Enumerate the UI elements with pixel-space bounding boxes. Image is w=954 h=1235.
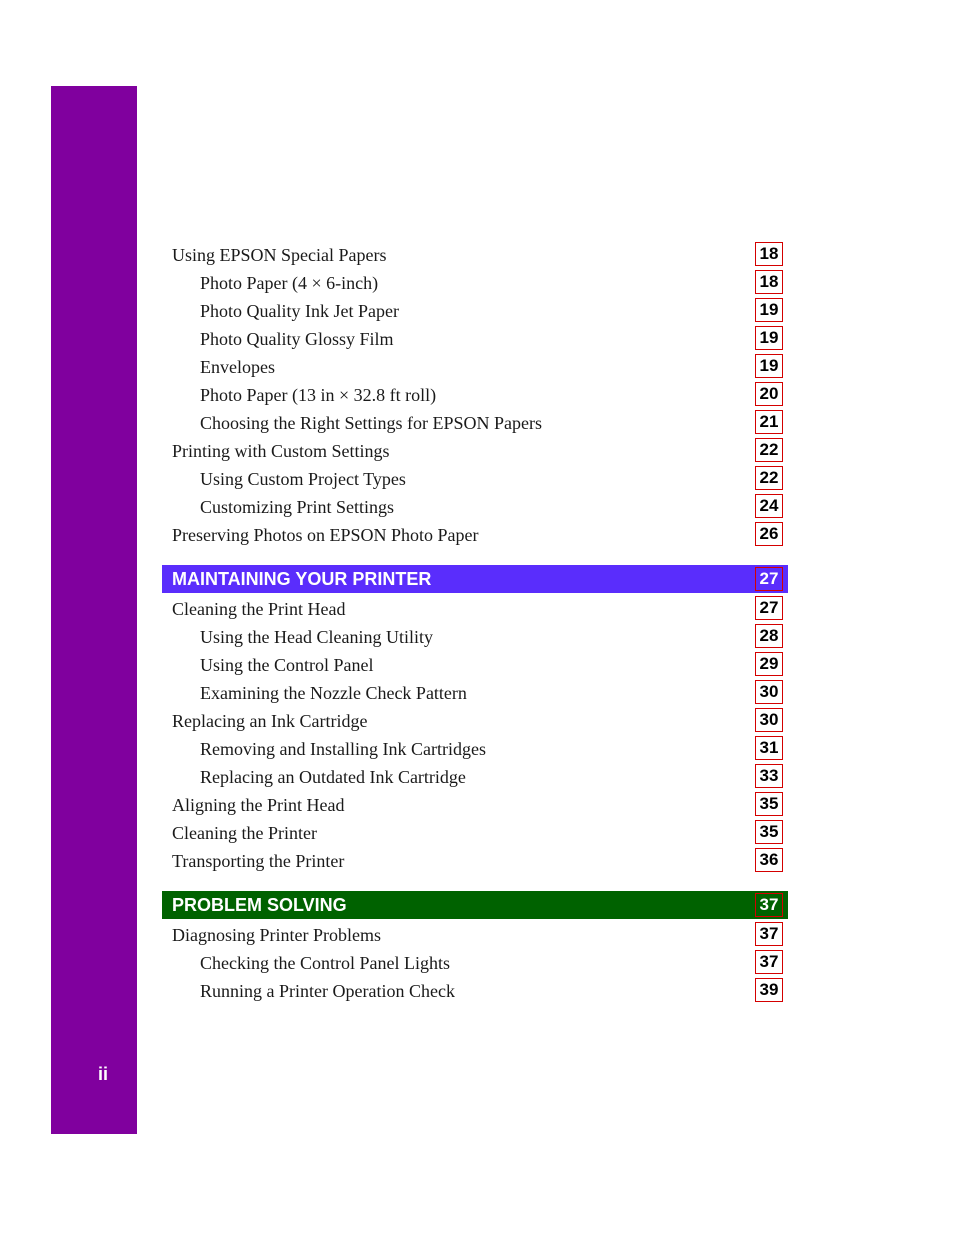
page-link[interactable]: 20 [755, 382, 783, 406]
toc-entry[interactable] [162, 353, 788, 381]
toc-entry-title[interactable]: Checking the Control Panel Lights [200, 953, 450, 973]
page-link[interactable]: 35 [755, 792, 783, 816]
toc-group-papers [162, 241, 788, 549]
toc-entry-title[interactable]: Aligning the Print Head [172, 795, 345, 815]
toc-entry-title[interactable]: Transporting the Printer [172, 851, 345, 871]
page-link[interactable]: 30 [755, 708, 783, 732]
page-link[interactable]: 24 [755, 494, 783, 518]
toc-entry-title[interactable]: Printing with Custom Settings [172, 441, 390, 461]
toc-entry[interactable] [162, 735, 788, 763]
page-link[interactable]: 18 [755, 242, 783, 266]
toc-entry[interactable] [162, 521, 788, 549]
toc-entry-title[interactable]: Photo Quality Ink Jet Paper [200, 301, 399, 321]
toc-entry-title[interactable]: Replacing an Ink Cartridge [172, 711, 368, 731]
toc-entry[interactable] [162, 325, 788, 353]
page-link[interactable]: 19 [755, 354, 783, 378]
toc-group-maintaining [162, 595, 788, 875]
page-link[interactable]: 31 [755, 736, 783, 760]
toc-entry[interactable] [162, 921, 788, 949]
toc-entry-title[interactable]: Diagnosing Printer Problems [172, 925, 381, 945]
toc-entry[interactable] [162, 437, 788, 465]
toc-entry[interactable] [162, 465, 788, 493]
page-link[interactable]: 27 [755, 567, 783, 591]
toc-entry-title[interactable]: Photo Paper (13 in × 32.8 ft roll) [200, 385, 437, 405]
section-title: MAINTAINING YOUR PRINTER [172, 569, 432, 589]
toc-entry-title[interactable]: Using the Head Cleaning Utility [200, 627, 433, 647]
toc-entry-title[interactable]: Envelopes [200, 357, 275, 377]
toc-entry[interactable] [162, 409, 788, 437]
toc-entry[interactable] [162, 241, 788, 269]
page-link[interactable]: 33 [755, 764, 783, 788]
toc-entry[interactable] [162, 381, 788, 409]
toc-entry-title[interactable]: Replacing an Outdated Ink Cartridge [200, 767, 466, 787]
toc-entry[interactable] [162, 977, 788, 1005]
toc-entry[interactable] [162, 791, 788, 819]
toc-entry[interactable] [162, 493, 788, 521]
page-link[interactable]: 22 [755, 466, 783, 490]
section-title: PROBLEM SOLVING [172, 895, 347, 915]
section-header-maintaining[interactable] [162, 565, 788, 593]
page-link[interactable]: 21 [755, 410, 783, 434]
page-link[interactable]: 37 [755, 922, 783, 946]
toc-entry-title[interactable]: Cleaning the Print Head [172, 599, 346, 619]
page-link[interactable]: 26 [755, 522, 783, 546]
toc-entry[interactable] [162, 679, 788, 707]
toc-entry[interactable] [162, 949, 788, 977]
toc-entry-title[interactable]: Preserving Photos on EPSON Photo Paper [172, 525, 479, 545]
toc-entry-title[interactable]: Photo Paper (4 × 6-inch) [200, 273, 379, 293]
section-gap [162, 875, 788, 891]
toc-entry[interactable] [162, 763, 788, 791]
section-gap [162, 549, 788, 565]
toc-entry[interactable] [162, 595, 788, 623]
table-of-contents [162, 241, 788, 1005]
sidebar-bar [51, 86, 137, 1134]
page-link[interactable]: 35 [755, 820, 783, 844]
toc-entry[interactable] [162, 269, 788, 297]
toc-entry-title[interactable]: Using Custom Project Types [200, 469, 406, 489]
page-link[interactable]: 37 [755, 950, 783, 974]
toc-entry[interactable] [162, 297, 788, 325]
toc-entry-title[interactable]: Running a Printer Operation Check [200, 981, 455, 1001]
page-link[interactable]: 39 [755, 978, 783, 1002]
toc-entry-title[interactable]: Cleaning the Printer [172, 823, 317, 843]
page-link[interactable]: 18 [755, 270, 783, 294]
page-link[interactable]: 22 [755, 438, 783, 462]
page-number: ii [98, 1064, 109, 1084]
page-link[interactable]: 19 [755, 326, 783, 350]
toc-entry-title[interactable]: Using the Control Panel [200, 655, 374, 675]
toc-entry[interactable] [162, 847, 788, 875]
section-header-problem-solving[interactable] [162, 891, 788, 919]
toc-group-problem-solving [162, 921, 788, 1005]
page-link[interactable]: 30 [755, 680, 783, 704]
page-link[interactable]: 37 [755, 893, 783, 917]
toc-entry[interactable] [162, 651, 788, 679]
toc-entry-title[interactable]: Customizing Print Settings [200, 497, 395, 517]
toc-entry-title[interactable]: Removing and Installing Ink Cartridges [200, 739, 486, 759]
toc-entry-title[interactable]: Photo Quality Glossy Film [200, 329, 394, 349]
toc-entry-title[interactable]: Choosing the Right Settings for EPSON Papers [200, 413, 543, 433]
page-link[interactable]: 27 [755, 596, 783, 620]
page-link[interactable]: 19 [755, 298, 783, 322]
page-link[interactable]: 29 [755, 652, 783, 676]
toc-entry[interactable] [162, 819, 788, 847]
toc-entry-title[interactable]: Examining the Nozzle Check Pattern [200, 683, 467, 703]
toc-entry[interactable] [162, 623, 788, 651]
toc-entry[interactable] [162, 707, 788, 735]
toc-entry-title[interactable]: Using EPSON Special Papers [172, 245, 387, 265]
page-link[interactable]: 28 [755, 624, 783, 648]
page-link[interactable]: 36 [755, 848, 783, 872]
